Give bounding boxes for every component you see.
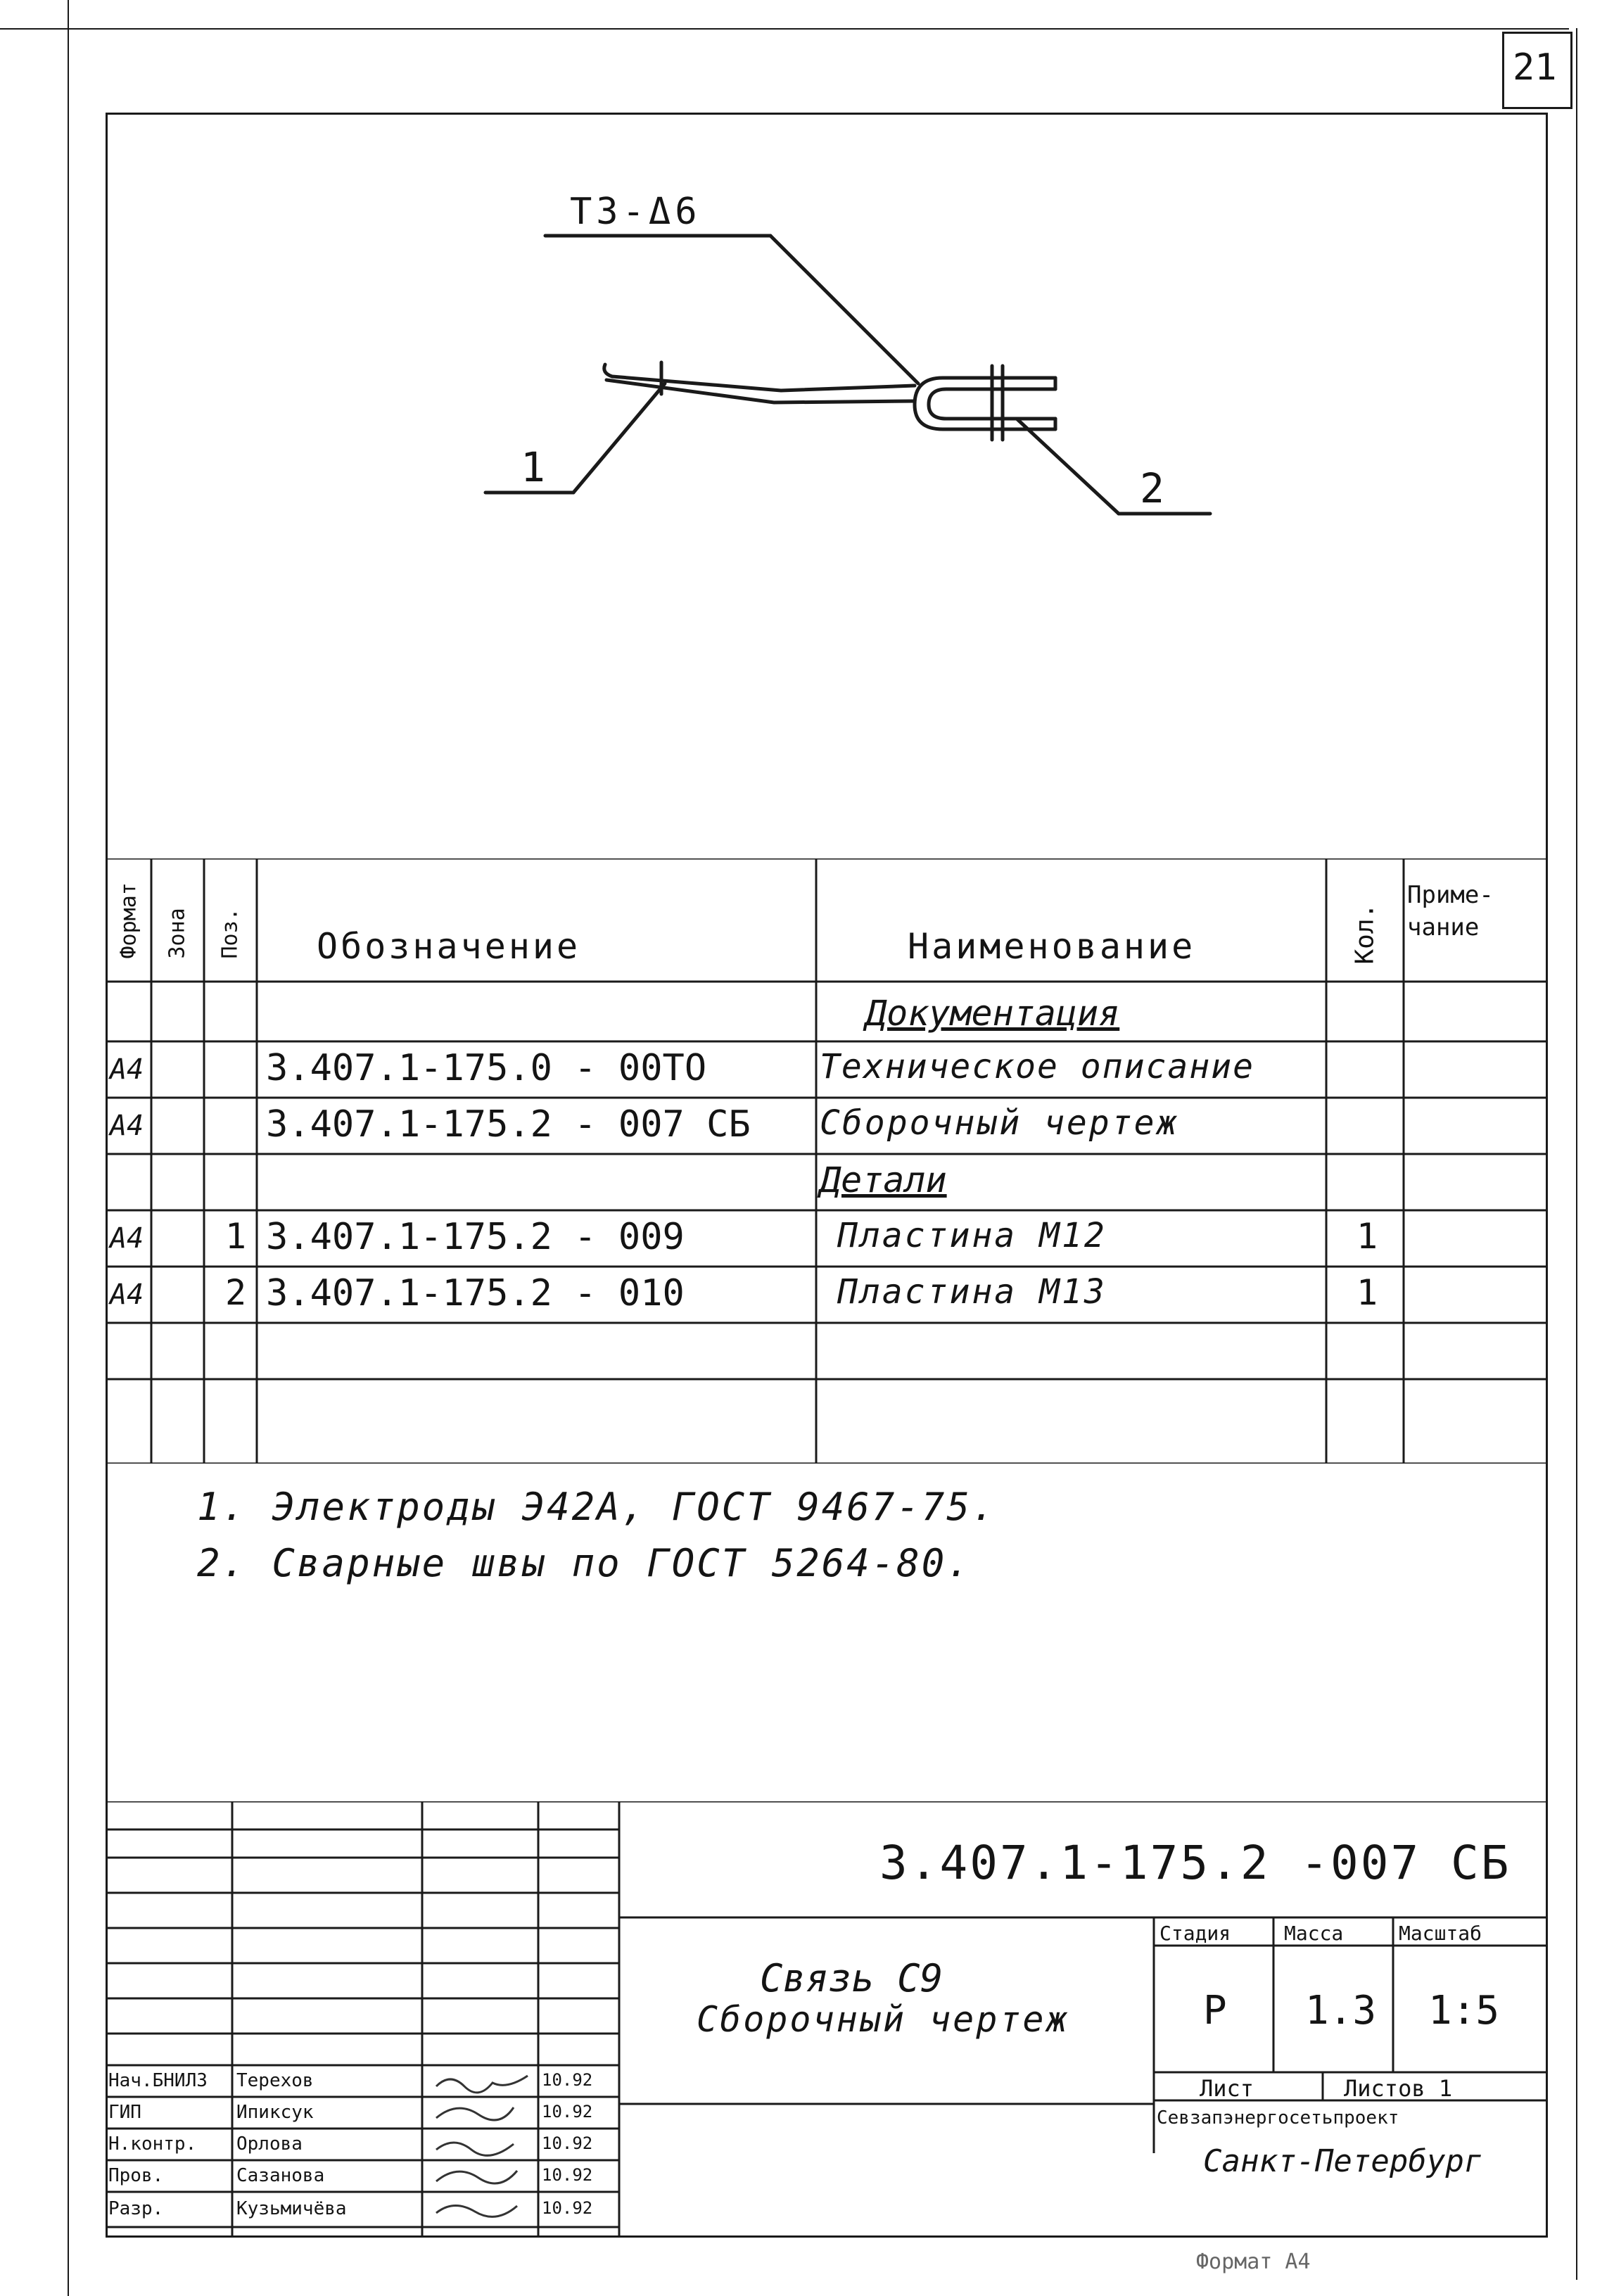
footer-format: Формат А4 (1196, 2250, 1311, 2274)
section-parts: Детали (820, 1160, 947, 1200)
header-designation: Обозначение (317, 926, 581, 967)
mass-value: 1.3 (1305, 1988, 1377, 2034)
row-2-name: Сборочный чертеж (820, 1103, 1179, 1143)
row-4-name: Пластина М12 (837, 1216, 1107, 1255)
spec-table (106, 858, 1548, 1464)
title-block (106, 1801, 1548, 2238)
sig-date: 10.92 (542, 2198, 593, 2218)
sig-name: Кузьмичёва (236, 2198, 347, 2219)
city: Санкт-Петербург (1203, 2143, 1483, 2179)
header-note: Приме-чание (1407, 881, 1494, 941)
sheet-number: 21 (1513, 46, 1557, 89)
sig-name: Терехов (236, 2070, 314, 2091)
sig-role: Пров. (108, 2165, 164, 2186)
section-documentation: Документация (865, 993, 1120, 1034)
leader-label-2: 2 (1140, 464, 1164, 512)
scale-value: 1:5 (1428, 1988, 1500, 2034)
row-5-pos: 2 (225, 1272, 247, 1313)
row-1-designation: 3.407.1-175.0 - 00ТО (266, 1047, 707, 1089)
note-2: 2. Сварные швы по ГОСТ 5264-80. (197, 1541, 972, 1585)
header-format: Формат (116, 882, 141, 959)
document-code: 3.407.1-175.2 -007 СБ (879, 1836, 1511, 1890)
sig-name: Ипиксук (236, 2102, 314, 2123)
header-pos: Поз. (217, 908, 243, 959)
row-5-designation: 3.407.1-175.2 - 010 (266, 1272, 685, 1314)
title-line-2: Сборочный чертеж (697, 1999, 1069, 2040)
header-name: Наименование (908, 926, 1196, 967)
scale-label: Масштаб (1399, 1922, 1482, 1945)
note-1: 1. Электроды Э42А, ГОСТ 9467-75. (197, 1485, 997, 1529)
sig-name: Орлова (236, 2133, 303, 2155)
signature-scribbles (106, 1801, 1548, 2238)
row-4-pos: 1 (225, 1216, 247, 1257)
weld-label: T3-Δ6 (570, 191, 701, 233)
row-5-name: Пластина М13 (837, 1272, 1107, 1312)
row-5-format: А4 (110, 1279, 144, 1311)
row-4-format: А4 (110, 1222, 144, 1255)
sig-role: Нач.БНИЛЗ (108, 2070, 208, 2091)
sig-date: 10.92 (542, 2070, 593, 2090)
row-1-name: Техническое описание (820, 1047, 1254, 1086)
header-zone: Зона (165, 908, 190, 959)
sig-date: 10.92 (542, 2102, 593, 2121)
sig-date: 10.92 (542, 2133, 593, 2153)
row-2-designation: 3.407.1-175.2 - 007 СБ (266, 1103, 751, 1146)
sig-date: 10.92 (542, 2165, 593, 2185)
sheets-label: Листов 1 (1344, 2075, 1453, 2102)
leader-label-1: 1 (521, 443, 545, 491)
mass-label: Масса (1284, 1922, 1344, 1945)
sig-role: Разр. (108, 2198, 164, 2219)
stage-value: Р (1203, 1988, 1227, 2034)
sig-role: ГИП (108, 2102, 141, 2123)
header-qty: Кол. (1350, 903, 1380, 965)
sig-name: Сазанова (236, 2165, 325, 2186)
row-2-format: А4 (110, 1110, 144, 1142)
row-1-format: А4 (110, 1053, 144, 1086)
row-4-qty: 1 (1356, 1216, 1378, 1257)
organization: Севзапэнергосетьпроект (1157, 2107, 1399, 2129)
sheet-label: Лист (1200, 2075, 1254, 2102)
row-4-designation: 3.407.1-175.2 - 009 (266, 1216, 685, 1258)
row-5-qty: 1 (1356, 1272, 1378, 1313)
sig-role: Н.контр. (108, 2133, 197, 2155)
title-line-1: Связь С9 (760, 1956, 943, 2000)
stage-label: Стадия (1159, 1922, 1231, 1945)
